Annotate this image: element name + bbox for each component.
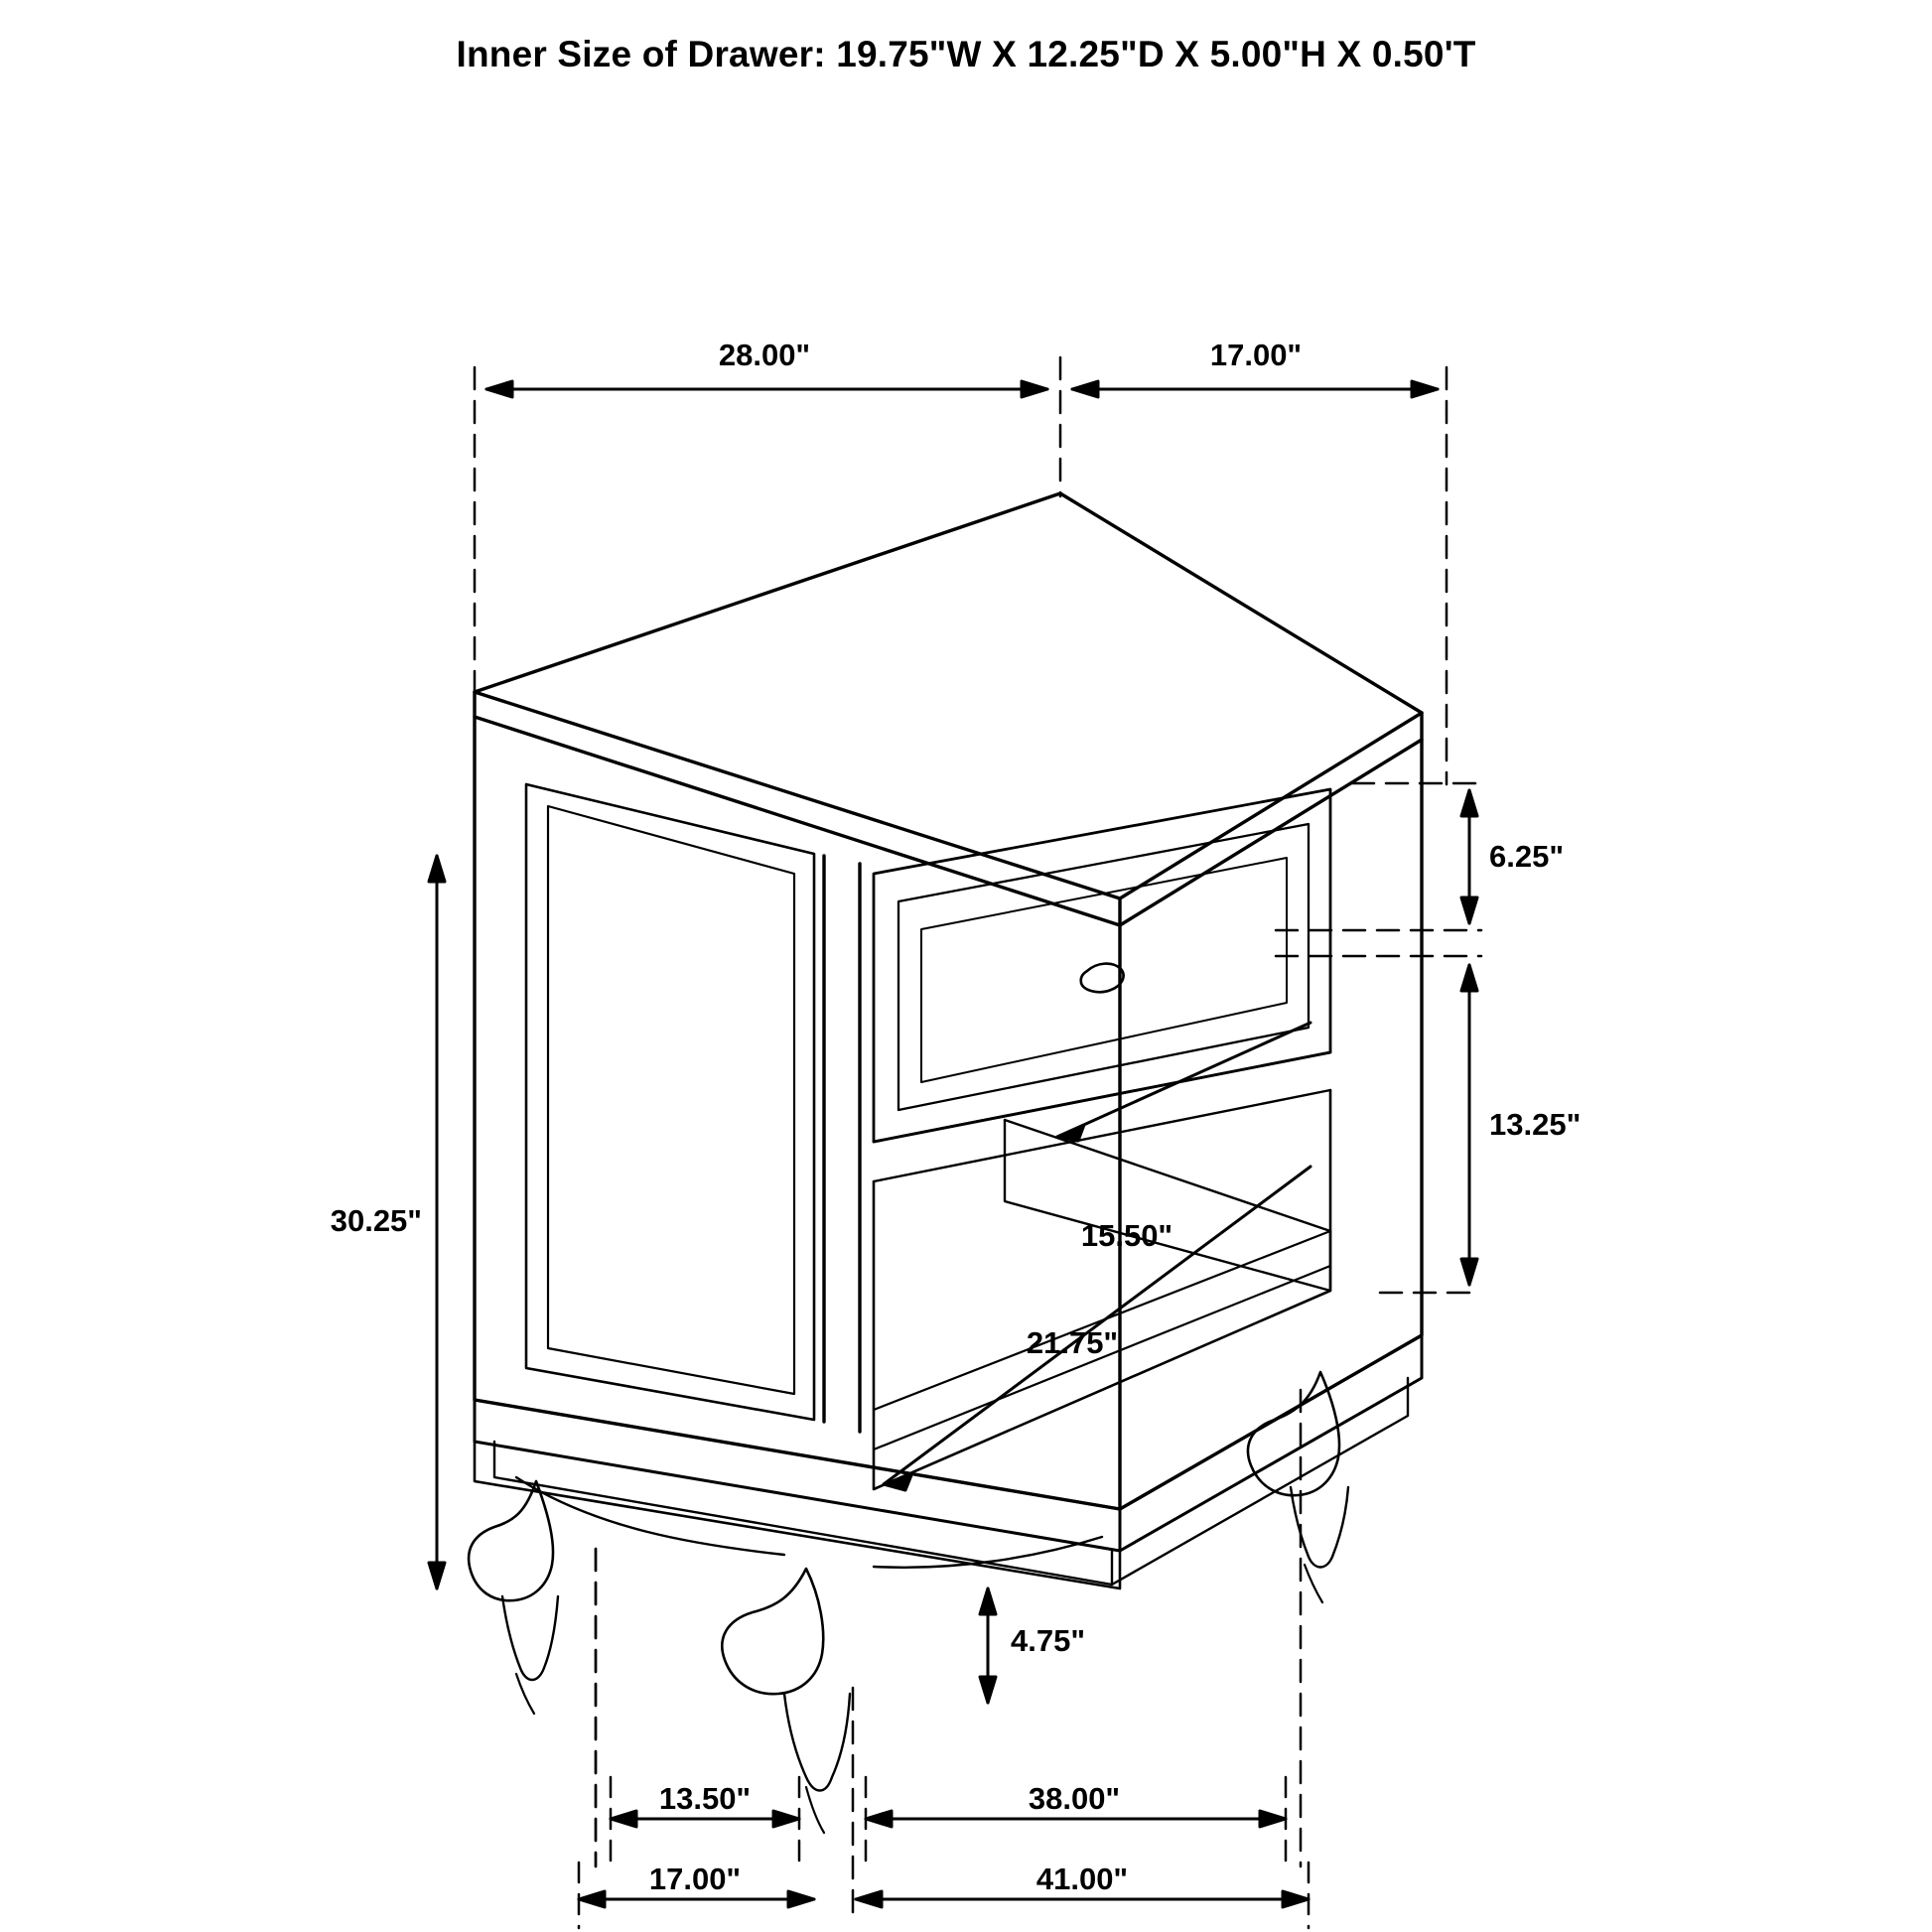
dim-label-base-depth: 17.00" [648, 1862, 742, 1896]
dim-label-inner-width: 21.75" [1026, 1325, 1119, 1360]
dim-label-overall-height: 30.25" [330, 1203, 422, 1238]
dim-label-shelf-opening: 13.25" [1489, 1107, 1582, 1142]
dim-drawer-face [1461, 790, 1477, 923]
dim-label-foot-span-width: 38.00" [1028, 1781, 1121, 1816]
dim-label-drawer-face: 6.25" [1489, 839, 1565, 874]
dim-label-top-depth: 17.00" [1209, 338, 1303, 372]
dim-top-row [486, 381, 1438, 397]
dim-label-leg-height: 4.75" [1011, 1623, 1086, 1658]
dim-shelf-opening [1461, 965, 1477, 1285]
dim-label-foot-span-depth: 13.50" [658, 1781, 752, 1816]
dim-leg-height [980, 1588, 996, 1703]
nightstand-illustration [469, 493, 1422, 1833]
dim-label-base-width: 41.00" [1035, 1862, 1129, 1896]
page-title: Inner Size of Drawer: 19.75"W X 12.25"D X 5.00"H X 0.50'T [456, 34, 1476, 74]
dim-overall-height [429, 856, 445, 1588]
dim-label-inner-depth: 15.50" [1080, 1218, 1173, 1253]
dim-label-top-width: 28.00" [718, 338, 811, 372]
